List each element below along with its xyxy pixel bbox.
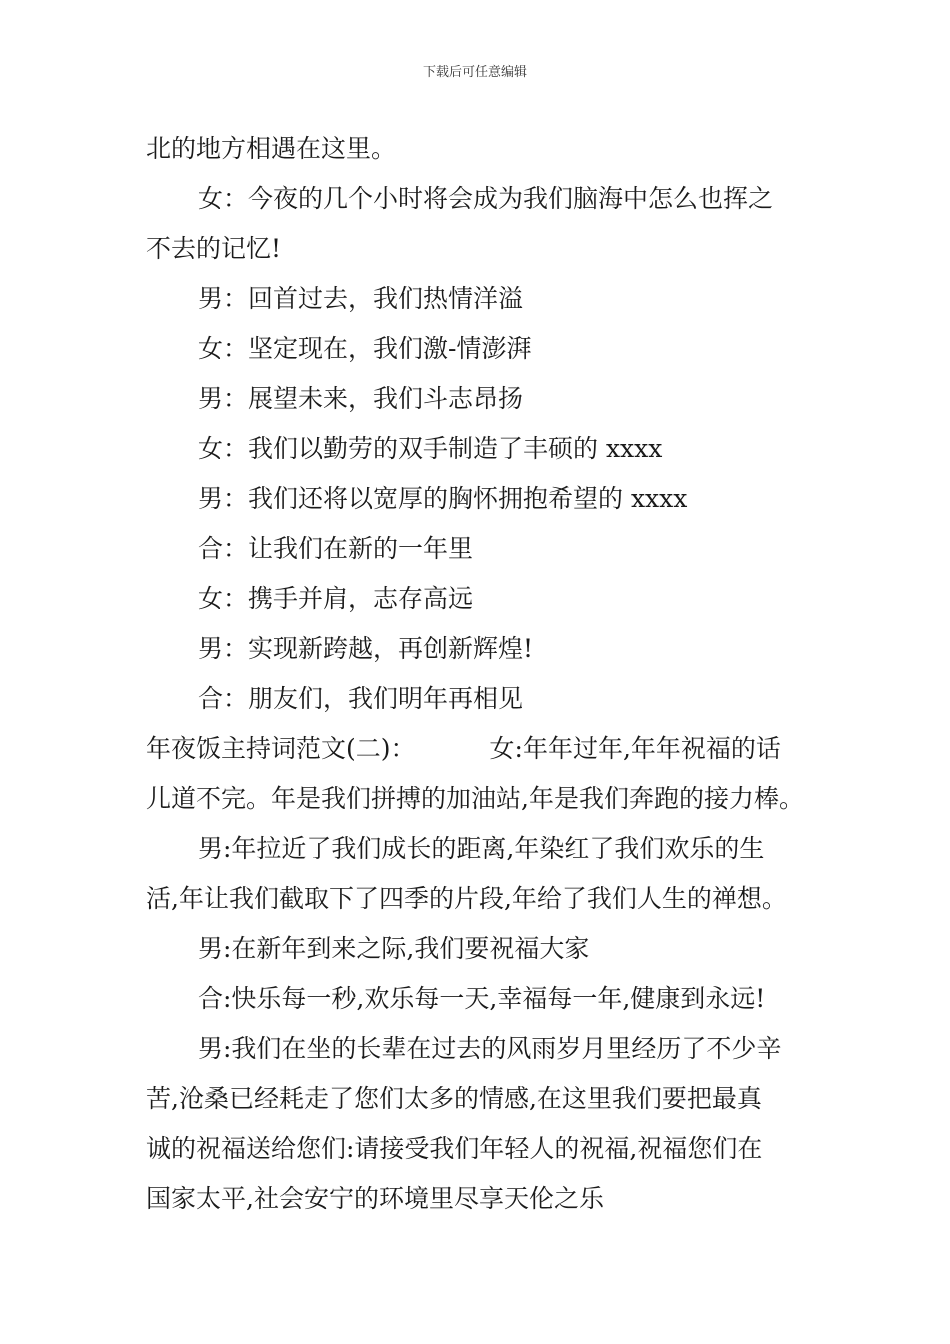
text-line: 女：携手并肩，志存高远 (198, 584, 474, 613)
section-heading: 年夜饭主持词范文(二)： (146, 734, 416, 763)
text-line: 国家太平,社会安宁的环境里尽享天伦之乐 (146, 1184, 604, 1213)
text-line: 男：实现新跨越，再创新辉煌! (198, 634, 534, 663)
text-line: 男：我们还将以宽厚的胸怀拥抱希望的 xxxx (198, 484, 688, 513)
text-line: 女：我们以勤劳的双手制造了丰硕的 xxxx (198, 434, 663, 463)
text-line: 合：让我们在新的一年里 (198, 534, 474, 563)
text-line: 北的地方相遇在这里。 (146, 134, 397, 163)
text-line: 男:我们在坐的长辈在过去的风雨岁月里经历了不少辛 (198, 1034, 782, 1063)
text-line: 诚的祝福送给您们:请接受我们年轻人的祝福,祝福您们在 (146, 1134, 763, 1163)
text-line: 女：今夜的几个小时将会成为我们脑海中怎么也挥之 (198, 184, 774, 213)
document-body (146, 124, 814, 1224)
text-line: 活,年让我们截取下了四季的片段,年给了我们人生的禅想。 (146, 884, 787, 913)
text-line: 男：展望未来，我们斗志昂扬 (198, 384, 524, 413)
text-segment: 女:年年过年,年年祝福的话 (489, 734, 781, 763)
text-line: 不去的记忆! (146, 234, 282, 263)
text-line: 苦,沧桑已经耗走了您们太多的情感,在这里我们要把最真 (146, 1084, 762, 1113)
section-heading-line (146, 724, 814, 774)
text-line: 合:快乐每一秒,欢乐每一天,幸福每一年,健康到永远! (198, 984, 766, 1013)
text-line: 女：坚定现在，我们激-情澎湃 (198, 334, 532, 363)
page-header-note: 下载后可任意编辑 (422, 65, 527, 80)
text-line: 男：回首过去，我们热情洋溢 (198, 284, 524, 313)
text-line: 男:年拉近了我们成长的距离,年染红了我们欢乐的生 (198, 834, 765, 863)
text-line: 合：朋友们，我们明年再相见 (198, 684, 524, 713)
text-line: 男:在新年到来之际,我们要祝福大家 (198, 934, 590, 963)
text-line: 儿道不完。年是我们拼搏的加油站,年是我们奔跑的接力棒。 (146, 784, 804, 813)
